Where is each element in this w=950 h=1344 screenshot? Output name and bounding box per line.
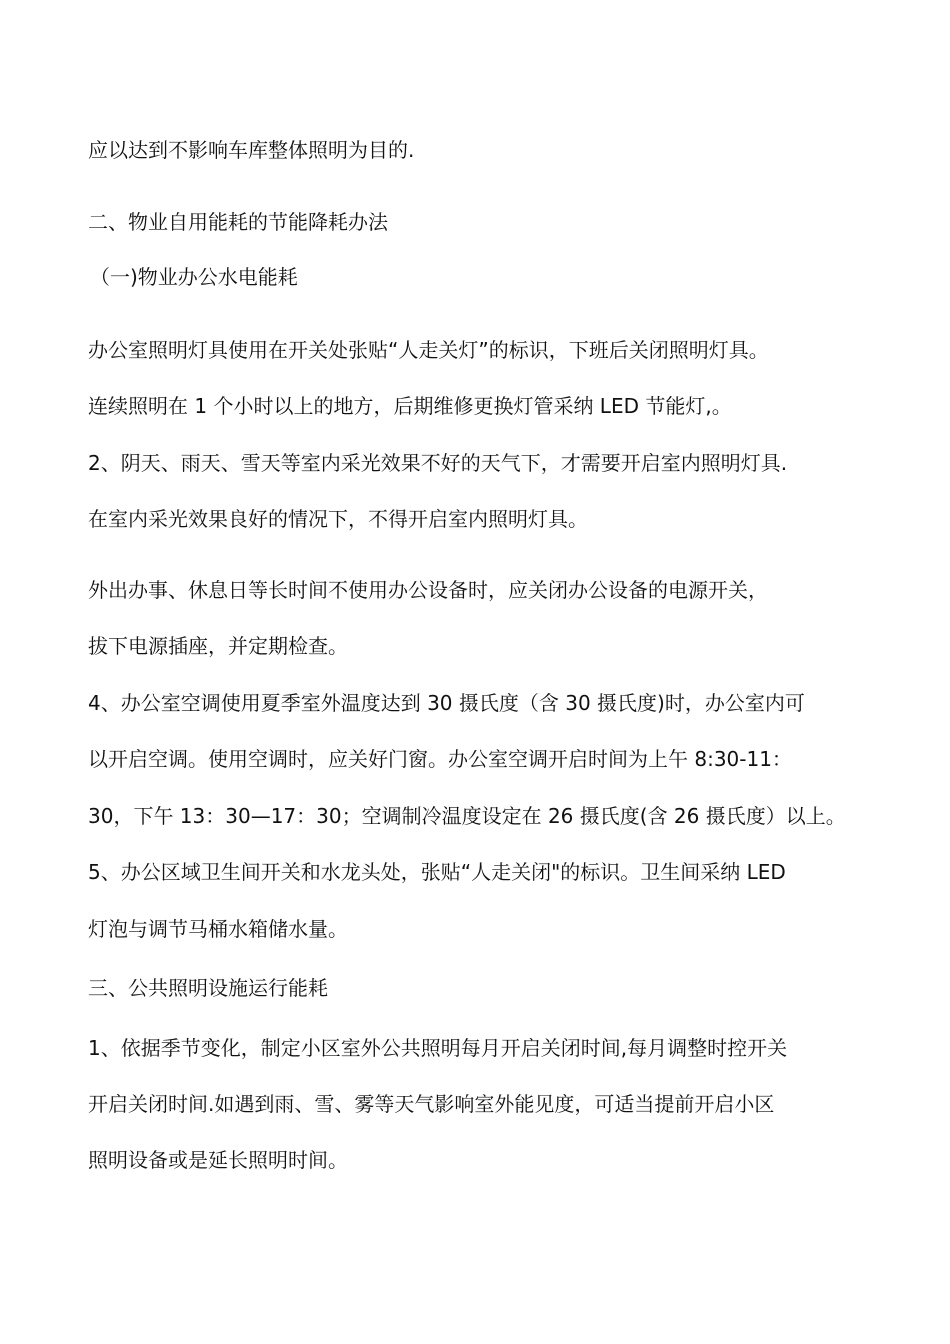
paragraph-line: 灯泡与调节马桶水箱储水量。: [88, 917, 348, 941]
paragraph-line: 连续照明在 1 个小时以上的地方，后期维修更换灯管采纳 LED 节能灯,。: [88, 394, 732, 418]
paragraph-line: 开启关闭时间.如遇到雨、雪、雾等天气影响室外能见度，可适当提前开启小区: [88, 1092, 775, 1116]
section-heading: 二、物业自用能耗的节能降耗办法: [88, 210, 388, 234]
paragraph-line: 办公室照明灯具使用在开关处张贴“人走关灯”的标识，下班后关闭照明灯具。: [88, 338, 769, 362]
paragraph-line: 拔下电源插座，并定期检查。: [88, 634, 348, 658]
paragraph-line: 外出办事、休息日等长时间不使用办公设备时，应关闭办公设备的电源开关，: [88, 578, 768, 602]
paragraph-line: 应以达到不影响车库整体照明为目的.: [88, 138, 415, 162]
paragraph-line: 2、阴天、雨天、雪天等室内采光效果不好的天气下，才需要开启室内照明灯具.: [88, 451, 788, 475]
paragraph-line: 1、依据季节变化，制定小区室外公共照明每月开启关闭时间,每月调整时控开关: [88, 1036, 788, 1060]
subsection-heading: （一)物业办公水电能耗: [90, 265, 298, 289]
paragraph-line: 以开启空调。使用空调时，应关好门窗。办公室空调开启时间为上午 8:30-11：: [88, 747, 792, 771]
section-heading: 三、公共照明设施运行能耗: [88, 976, 328, 1000]
paragraph-line: 在室内采光效果良好的情况下，不得开启室内照明灯具。: [88, 507, 588, 531]
paragraph-line: 5、办公区域卫生间开关和水龙头处，张贴“人走关闭"的标识。卫生间采纳 LED: [88, 860, 786, 884]
paragraph-line: 4、办公室空调使用夏季室外温度达到 30 摄氏度（含 30 摄氏度)时，办公室内可: [88, 691, 805, 715]
paragraph-line: 30，下午 13：30—17：30；空调制冷温度设定在 26 摄氏度(含 26 摄氏度）以上。: [88, 804, 846, 828]
paragraph-line: 照明设备或是延长照明时间。: [88, 1148, 348, 1172]
